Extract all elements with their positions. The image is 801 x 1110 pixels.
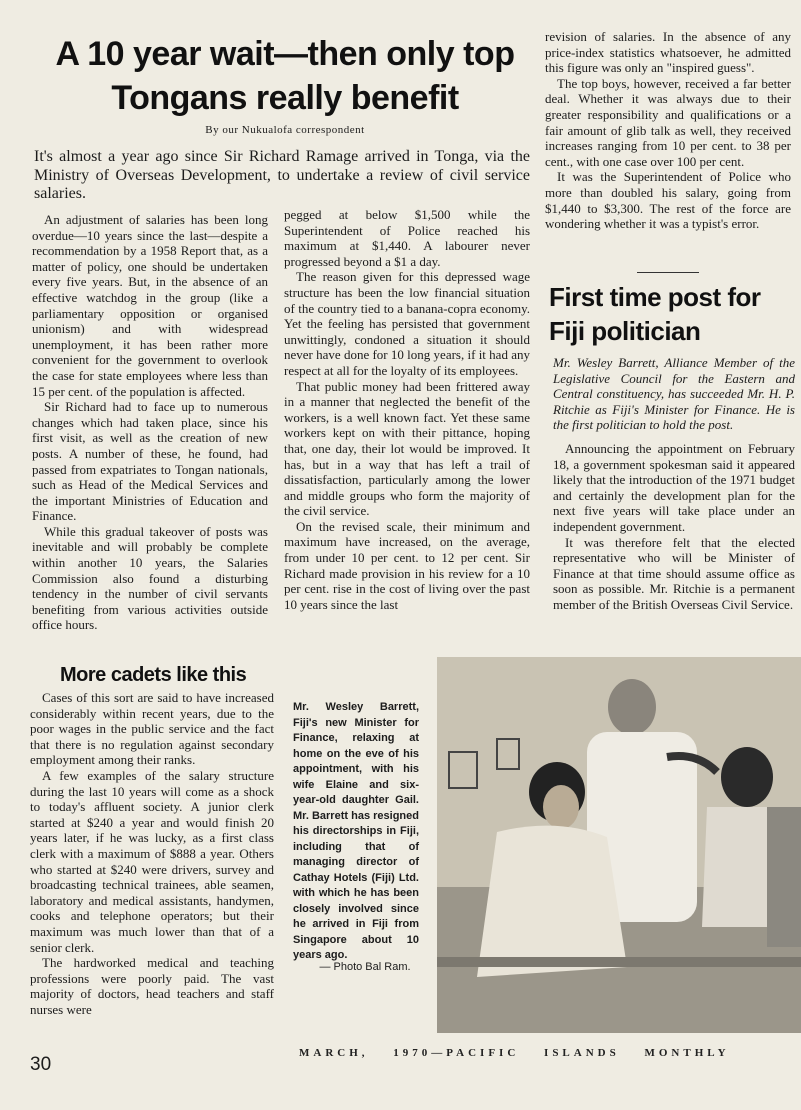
fiji-intro: Mr. Wesley Barrett, Alliance Member of the Legislative Council for the Eastern and Central constituency, has succeeded Mr. H. P. Ritchie as Fiji's Minister for Finance. He is the first politician to hold the post. bbox=[553, 355, 795, 433]
subhead: More cadets like this bbox=[60, 664, 247, 686]
paragraph: Announcing the appointment on February 18, a government spokesman said it appeared likely that the introduction of the 1971 budget and certainly the development plan for the next five years will take place under an independent government. bbox=[553, 441, 795, 534]
paragraph: It was therefore felt that the elected representative who will be Minister of Finance at that time should assume office as soon as possible. Mr. Ritchie is a permanent member of the British Overseas Civil Service. bbox=[553, 534, 795, 612]
article-intro: It's almost a year ago since Sir Richard Ramage arrived in Tonga, via the Ministry of Overseas Development, to undertake a review of civil service salaries. bbox=[34, 148, 530, 202]
column-divider-rule bbox=[637, 272, 699, 273]
photo-credit: — Photo Bal Ram. bbox=[319, 961, 411, 973]
paragraph: The hardworked medical and teaching professions were poorly paid. The vast majority of doctors, head teachers and staff nurses were bbox=[30, 955, 274, 1017]
paragraph: It was the Superintendent of Police who more than doubled his salary, going from $1,440 to $3,300. The rest of the force are wondering whether it was a typist's error. bbox=[545, 169, 791, 232]
paragraph: revision of salaries. In the absence of any price-index statistics whatsoever, he admitted this figure was only an "inspired guess". bbox=[545, 29, 791, 76]
paragraph: While this gradual takeover of posts was inevitable and will probably be complete within another 10 years, the Salaries Commission also found a disturbing tendency in the number of civil servants benefiting from various activities outside office hours. bbox=[32, 523, 268, 633]
fiji-headline: First time post for Fiji politician bbox=[549, 282, 761, 346]
column-2 bbox=[284, 207, 530, 612]
page-number: 30 bbox=[30, 1054, 52, 1075]
family-photo bbox=[437, 657, 801, 1033]
paragraph: The reason given for this depressed wage structure has been the low financial situation of the country tied to a banana-copra economy. Yet the feeling has persisted that government unwittingly, condoned a situation it should never have done for 10 long years, if it had any respect at all for the loyalty of its employees. bbox=[284, 269, 530, 378]
issue-line: MARCH, 1970—PACIFIC ISLANDS MONTHLY bbox=[299, 1047, 730, 1059]
fiji-body bbox=[553, 441, 795, 613]
photo-caption: Mr. Wesley Barrett, Fiji's new Minister for Finance, relaxing at home on the eve of his appointment, with his wife Elaine and six-year-old daughter Gail. Mr. Barrett has resigned his directorships in Fiji, including that of managing director of Cathay Hotels (Fiji) Ltd. with which he has been closely involved since he arrived in Fiji from Singapore about 10 years ago. bbox=[293, 701, 419, 961]
paragraph: pegged at below $1,500 while the Superintendent of Police reached his maximum at $1,440. A labourer never progressed beyond a $1 a day. bbox=[284, 207, 530, 269]
paragraph: The top boys, however, received a far better deal. Whether it was always due to their greater responsibility and qualifications or a fair amount of glib talk as well, they received increases ranging from 10 per cent. to 38 per cent., with one case over 100 per cent. bbox=[545, 75, 791, 169]
paragraph: That public money had been frittered away in a manner that neglected the benefit of the workers, is a well known fact. Yet these same workers kept on with their pittance, hoping that, one day, their lot would be improved. It has, but in a way that has left a trail of dissatisfaction, particularly among the lower and middle groups who form the majority of the civil service. bbox=[284, 378, 530, 519]
paragraph: Sir Richard had to face up to numerous changes which had taken place, since his first visit, as well as the creation of new posts. A number of these, he found, had passed from expatriates to Tongan nationals, such as Head of the Medical Services and the important Ministries of Education and Finance. bbox=[32, 399, 268, 524]
main-headline: A 10 year wait—then only top Tongans really benefit bbox=[55, 35, 515, 117]
column-1 bbox=[32, 212, 268, 633]
paragraph: Cases of this sort are said to have increased considerably within recent years, due to the poor wages in the public service and the fact that there is no regulation against secondary employment among their ranks. bbox=[30, 690, 274, 768]
paragraph: On the revised scale, their minimum and maximum have increased, on the average, from under 10 per cent. to 12 per cent. Sir Richard made provision in his review for a 10 per cent. rise in the cost of living over the past 10 years since the last bbox=[284, 518, 530, 612]
column-4 bbox=[30, 690, 274, 1017]
paragraph: A few examples of the salary structure during the last 10 years will come as a shock to today's affluent society. A junior clerk started at $240 a year and would finish 20 years later, if he was lucky, as a first class clerk with a maximum of $888 a year. Others who started at $240 were drivers, survey and broadcasting technical trainees, able seamen, laboratory and medical assistants, handymen, cooks and telephone operators; but their maximum was much lower than that of a senior clerk. bbox=[30, 767, 274, 955]
photo-illustration bbox=[437, 657, 801, 1033]
column-3 bbox=[545, 29, 791, 232]
byline: By our Nukualofa correspondent bbox=[205, 124, 365, 136]
paragraph: An adjustment of salaries has been long overdue—10 years since the last—despite a recommendation by a 1958 Report that, as a matter of policy, one should be undertaken every five years. But, in the absence of an effective watchdog in the group (like a parliamentary opposition or organised unionism) and with widespread unemployment, it has been rather more convenient for the government to overlook the case for state employees where less than 15 per cent. of the population is affected. bbox=[32, 212, 268, 399]
